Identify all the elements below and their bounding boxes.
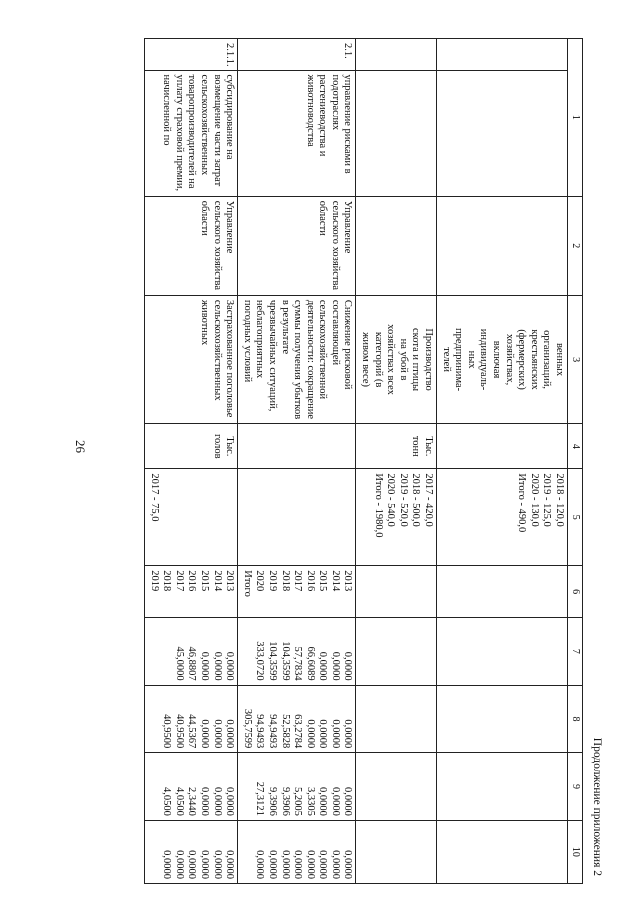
rotated-document-page [95, 38, 605, 884]
indicator-cell: Застрахованное поголовье сельскохозяйственных животных [145, 295, 238, 423]
value-col-9-10 [238, 820, 356, 883]
program-table [144, 38, 583, 884]
col-header-5: 5 [568, 469, 583, 566]
indicator-cell: венных организаций, крестьянских (фермерских) хозяйствах, включая индивидуаль- ных предпринима- телей [437, 295, 568, 423]
table-row-continued [437, 39, 568, 884]
table-row-2-1-1 [145, 39, 238, 884]
continuation-title: Продолжение приложения 2 [591, 737, 603, 876]
table-row-livestock [356, 39, 437, 884]
value-col-7: 0,0000 0,0000 0,0000 0,0000 63,2784 52,5828 94,9493 94,9493 305,7599 [238, 685, 356, 753]
value-col-8: 0,0000 0,0000 0,0000 2,3440 4,0500 4,0500 [145, 753, 238, 821]
measure-name: субсидирование на возмещение части затрат сельскохозяйственных товаропроизводителей на уплату страховой премии, начисленной по [145, 70, 238, 196]
col-header-2: 2 [568, 196, 583, 295]
value-col-10: 0,0000 0,0000 0,0000 0,0000 0,0000 0,0000 0,0000 0,0000 [254, 850, 354, 879]
value-col-7: 0,0000 0,0000 0,0000 44,5367 40,9500 40,9500 [145, 685, 238, 753]
target-values-cell: 2017 - 75,0 [145, 469, 238, 566]
col-header-8: 8 [568, 685, 583, 753]
col-header-3: 3 [568, 295, 583, 423]
unit-cell: Тыс. тонн [356, 424, 437, 469]
col-header-10: 10 [568, 820, 583, 883]
unit-cell: Тыс. голов [145, 424, 238, 469]
value-col-10: 0,0000 0,0000 0,0000 0,0000 0,0000 0,0000 [161, 850, 236, 879]
col-header-9: 9 [568, 753, 583, 821]
measure-name: управление рисками в подотраслях растениеводства и животноводства [238, 70, 356, 196]
years-cell: 2013 2014 2015 2016 2017 2018 2019 2020 Итого [238, 566, 356, 618]
target-values-cell: 2017 - 420,0 2018 - 500,0 2019 - 520,0 2020 - 540,0 Итого - 1980,0 [356, 469, 437, 566]
col-header-7: 7 [568, 618, 583, 686]
row-number: 2.1. [238, 39, 356, 71]
target-values-cell: 2018 - 120,0 2019 - 125,0 2020 - 130,0 Итого - 490,0 [437, 469, 568, 566]
value-col-9-10 [145, 820, 238, 883]
row-number: 2.1.1. [145, 39, 238, 71]
column-number-row [568, 39, 583, 884]
page-number: 26 [73, 440, 88, 453]
executor-cell: Управление сельского хозяйства области [145, 196, 238, 295]
value-col-6: 0,0000 0,0000 0,0000 66,6089 57,7834 104,3599 104,3599 333,0720 [238, 618, 356, 686]
indicator-cell: Снижение рисковой составляющей сельскохозяйственной деятельности: сокращение суммы получения убытков в результате чрезвычайных ситуаций, неблагоприятных погодных условий [238, 295, 356, 423]
col-header-1: 1 [568, 39, 583, 197]
table-row-2-1 [238, 39, 356, 884]
value-col-6: 0,0000 0,0000 0,0000 46,8807 45,0000 [145, 618, 238, 686]
years-cell: 2013 2014 2015 2016 2017 2018 2019 [145, 566, 238, 618]
col-header-4: 4 [568, 424, 583, 469]
indicator-cell: Производство скота и птицы на убой в хозяйствах всех категорий (в живом весе) [356, 295, 437, 423]
col-header-6: 6 [568, 566, 583, 618]
value-col-8: 0,0000 0,0000 0,0000 3,3305 5,2005 9,3906 9,3906 27,3121 [238, 753, 356, 821]
executor-cell: Управление сельского хозяйства области [238, 196, 356, 295]
